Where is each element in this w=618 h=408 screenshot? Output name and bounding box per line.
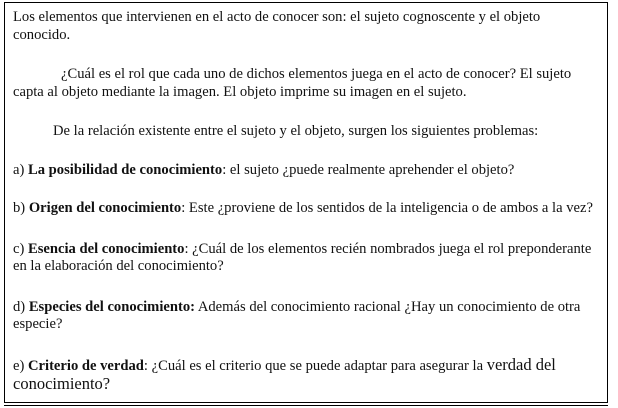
problem-d-term: Especies del conocimiento: [28, 298, 195, 315]
problem-e-text: : ¿Cuál es el criterio que se puede adaptar para asegurar la [143, 357, 487, 374]
problem-a-term: La posibilidad de conocimiento [28, 161, 223, 178]
problem-a-prefix: a) [13, 161, 28, 178]
problem-c-text: : ¿Cuál de los elementos recién nombrados juega el rol preponderante en la elaboración del conocimiento? [13, 240, 592, 274]
problem-c [13, 241, 599, 276]
problem-b-term: Origen del conocimiento [28, 200, 182, 216]
problem-b [13, 200, 599, 218]
problem-b-prefix: b) [13, 200, 29, 216]
problem-e-text-large: verdad del conocimiento? [13, 354, 556, 393]
problem-e-prefix: e) [13, 357, 28, 374]
document-box [4, 2, 608, 403]
rol-paragraph: ¿Cuál es el rol que cada uno de dichos elementos juega en el acto de conocer? El sujeto capta al objeto mediante la imagen. El objeto imprime su imagen en el sujeto. [13, 66, 572, 100]
problem-e-term: Criterio de verdad [28, 357, 144, 374]
problem-d-text: Además del conocimiento racional ¿Hay un conocimiento de otra especie? [13, 298, 581, 332]
problem-d-prefix: d) [13, 298, 29, 315]
problem-e [13, 356, 599, 395]
relacion-paragraph: De la relación existente entre el sujeto y el objeto, surgen los siguientes problemas: [53, 123, 539, 139]
problem-a [13, 162, 599, 180]
problem-c-term: Esencia del conocimiento [28, 240, 185, 257]
problem-d [13, 299, 599, 334]
problem-c-prefix: c) [13, 240, 28, 257]
bottom-rule [4, 405, 608, 406]
problem-a-text: : el sujeto ¿puede realmente aprehender el objeto? [222, 161, 515, 178]
intro-paragraph: Los elementos que intervienen en el acto de conocer son: el sujeto cognoscente y el objeto conocido. [13, 9, 541, 43]
problem-b-text: : Este ¿proviene de los sentidos de la inteligencia o de ambos a la vez? [181, 200, 593, 216]
